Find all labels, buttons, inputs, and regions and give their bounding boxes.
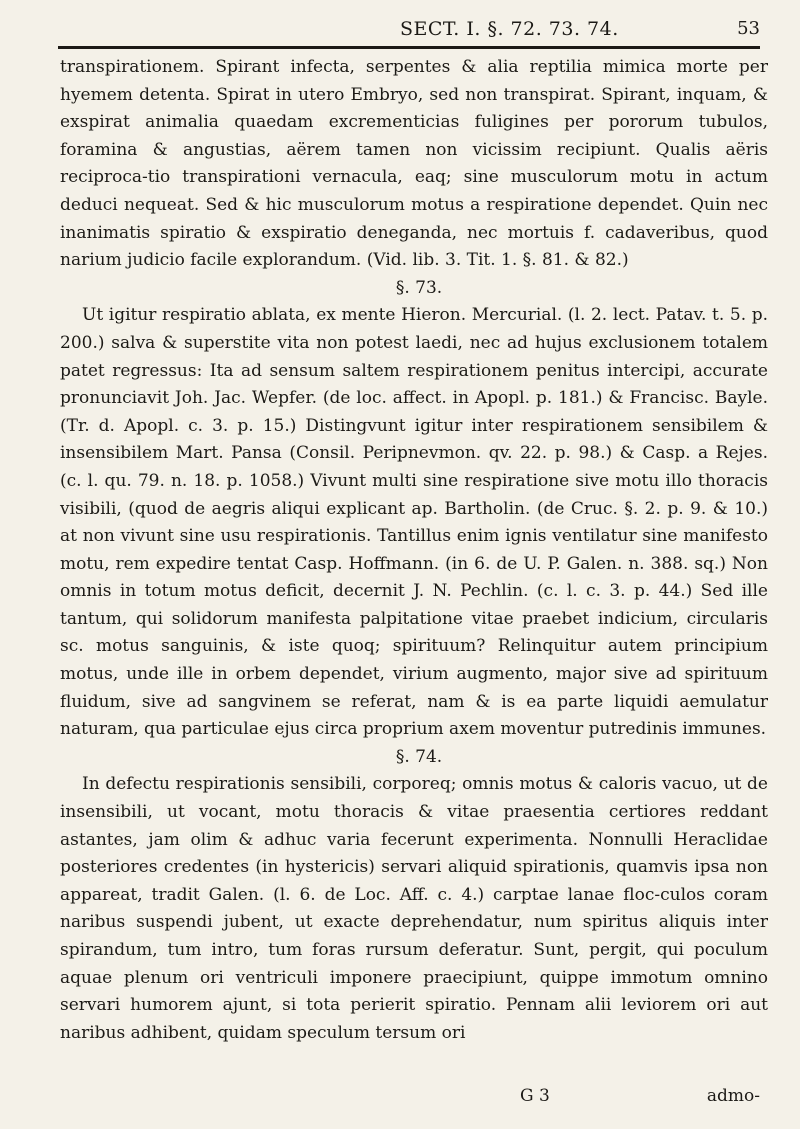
section-heading-73: §. 73. [395,277,443,298]
page-body [60,54,768,1047]
signature-mark: G 3 [520,1086,550,1106]
page-footer [60,1086,760,1116]
running-head: SECT. I. §. 72. 73. 74. [400,18,619,40]
paragraph-73: Ut igitur respiratio ablata, ex mente Hieron. Mercurial. (l. 2. lect. Patav. t. 5. p. 200.) salva & superstite vita non potest laedi, nec ad hujus exclusionem totalem patet regressus: Ita ad sensum saltem respirationem penitus intercipi, accurate pronunciavit Joh. Jac. Wepfer. (de loc. affect. in Apopl. p. 181.) & Francisc. Bayle. (Tr. d. Apopl. c. 3. p. 15.) Distingvunt igitur inter respirationem sensibilem & insensibilem Mart. Pansa (Consil. Peripnevmon. qv. 22. p. 98.) & Casp. a Rejes. (c. l. qu. 79. n. 18. p. 1058.) Vivunt multi sine respiratione sive motu illo thoracis visibili, (quod de aegris aliqui explicant ap. Bartholin. (de Cruc. §. 2. p. 9. & 10.) at non vivunt sine usu respirationis. Tantillus enim ignis ventilatur sine manifesto motu, rem expedire tentat Casp. Hoffmann. (in 6. de U. P. Galen. n. 388. sq.) Non omnis in totum motus deficit, decernit J. N. Pechlin. (c. l. c. 3. p. 44.) Sed ille tantum, qui solidorum manifesta palpitatione vitae praebet indicium, circularis sc. motus sanguinis, & iste quoq; spirituum? Relinquitur autem principium motus, unde ille in orbem dependet, virium augmento, major sive ad spirituum fluidum, sive ad sangvinem se referat, nam & is ea parte liquidi aemulatur naturam, qua particulae ejus circa proprium axem moventur putredinis immunes. [60,305,768,740]
catchword: admo- [706,1086,760,1106]
paragraph-continuation: transpirationem. Spirant infecta, serpentes & alia reptilia mimica morte per hyemem detenta. Spirat in utero Embryo, sed non transpirat. Spirant, inquam, & exspirat animalia quaedam excrementicias fuligines per pororum tubulos, foramina & angustias, aërem tamen non vicissim recipiunt. Qualis aëris reciproca-tio transpirationi vernacula, eaq; sine musculorum motu in actum deduci nequeat. Sed & hic musculorum motus a respiratione dependet. Quin nec inanimatis spiratio & exspiratio deneganda, nec mortuis f. cadaveribus, quod narium judicio facile explorandum. (Vid. lib. 3. Tit. 1. §. 81. & 82.) [60,57,768,271]
paragraph-74: In defectu respirationis sensibili, corporeq; omnis motus & caloris vacuo, ut de insensibili, ut vocant, motu thoracis & vitae praesentia certiores reddant astantes, jam olim & adhuc varia fecerunt experimenta. Nonnulli Heraclidae posteriores credentes (in hystericis) servari aliquid spirationis, quamvis ipsa non appareat, tradit Galen. (l. 6. de Loc. Aff. c. 4.) carptae lanae floc-culos coram naribus suspendi jubent, ut exacte deprehendatur, num spiritus aliquis inter spirandum, tum intro, tum foras rursum deferatur. Sunt, pergit, qui poculum aquae plenum ori ventriculi imponere praecipiunt, quippe immotum omnino servari humorem ajunt, si tota perierit spiratio. Pennam alii leviorem ori aut naribus adhibent, quidam speculum tersum ori [60,774,768,1043]
section-heading-74: §. 74. [395,746,443,767]
page-number: 53 [737,18,760,39]
header-rule [58,46,760,49]
